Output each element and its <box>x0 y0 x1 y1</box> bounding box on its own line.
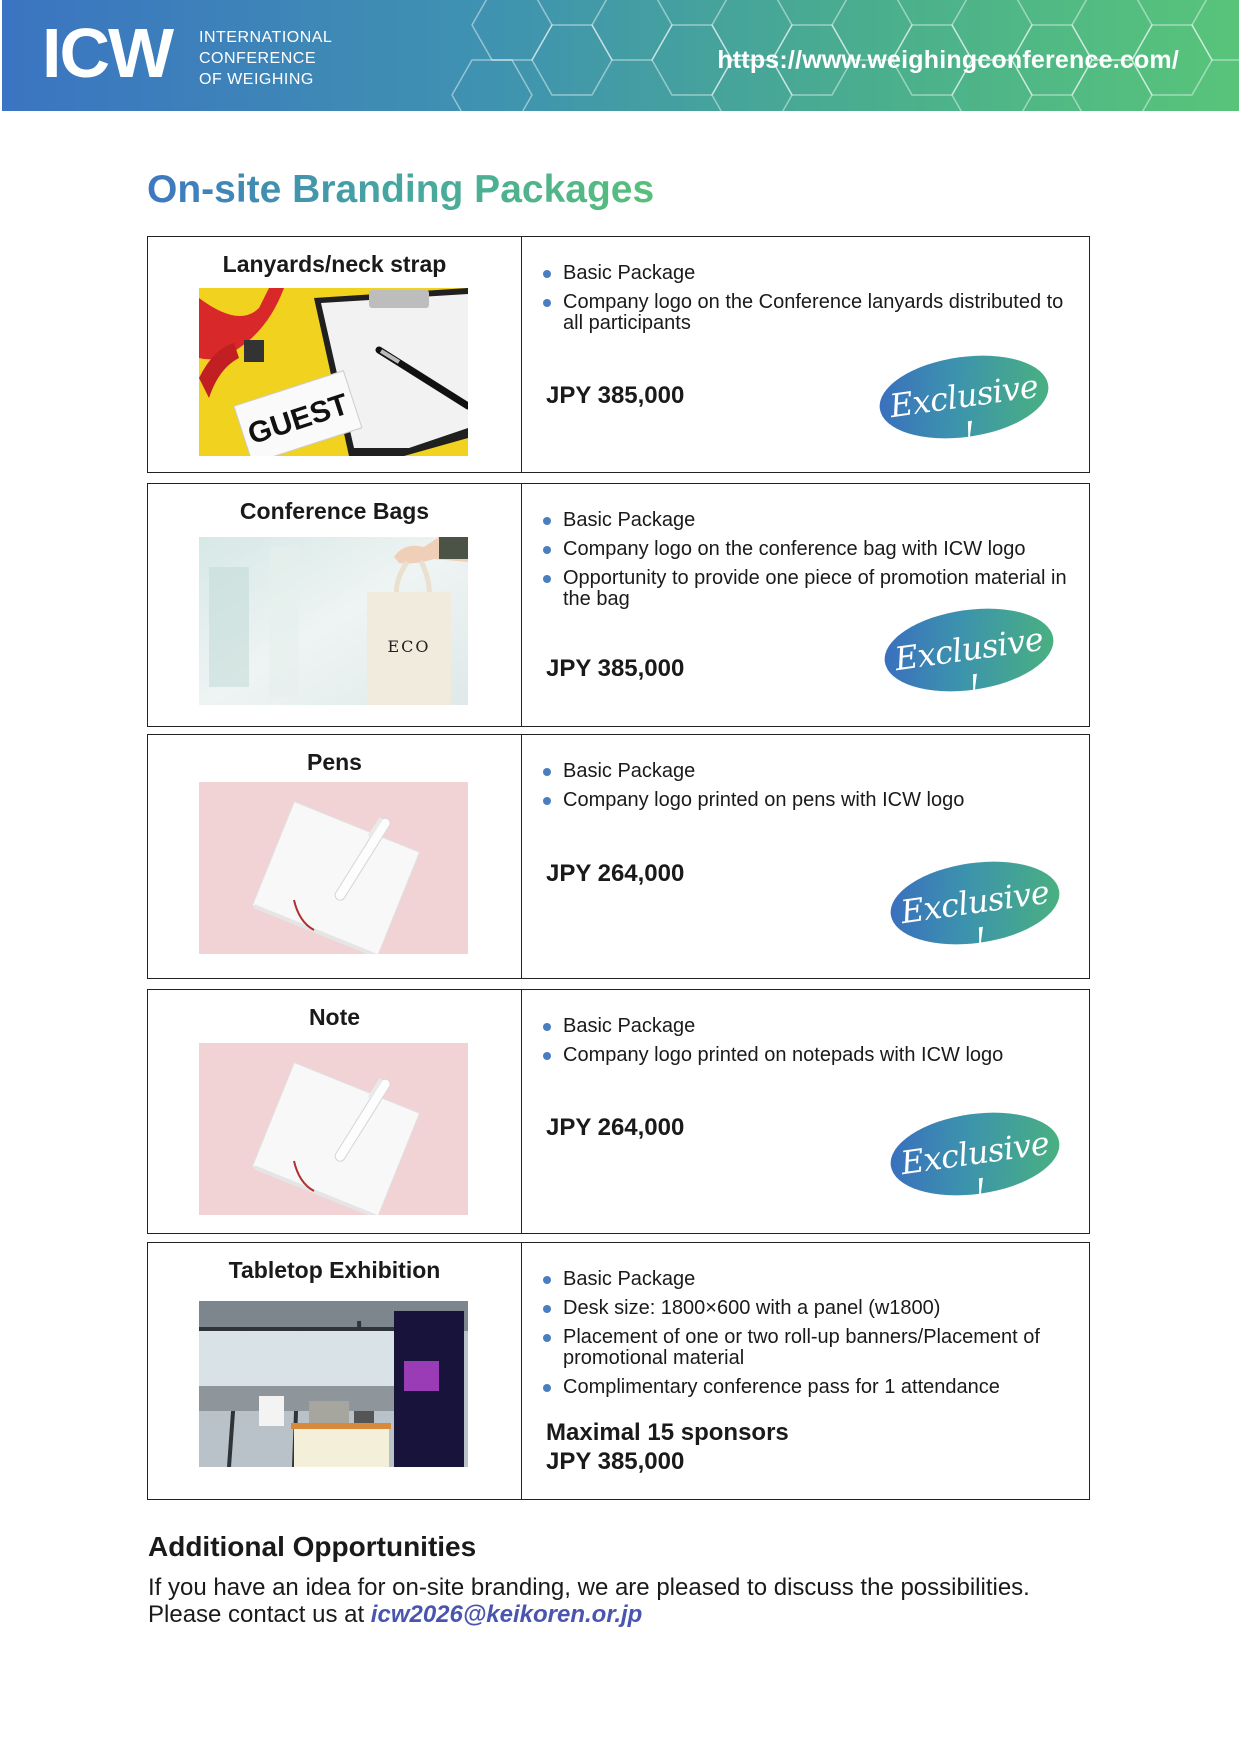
feature-item: Complimentary conference pass for 1 attendance <box>541 1377 1071 1398</box>
feature-item: Opportunity to provide one piece of promotion material in the bag <box>541 568 1071 610</box>
feature-item: Company logo printed on notepads with ICW logo <box>541 1045 1071 1066</box>
pen-image <box>199 782 468 954</box>
exclusive-badge <box>874 346 1053 454</box>
package-left-cell <box>148 990 522 1233</box>
package-left-cell <box>148 237 522 472</box>
feature-item: Company logo on the Conference lanyards distributed to all participants <box>541 292 1071 334</box>
additional-line-1: If you have an idea for on-site branding, we are pleased to discuss the possibilities. <box>148 1574 1030 1601</box>
contact-email-link[interactable]: icw2026@keikoren.or.jp <box>370 1601 643 1628</box>
lanyard-image <box>199 288 468 456</box>
logo-line: OF WEIGHING <box>199 71 314 88</box>
package-price: JPY 264,000 <box>546 1114 685 1141</box>
package-right-cell <box>521 1243 1089 1499</box>
package-name: Conference Bags <box>239 498 430 524</box>
package-right-cell <box>521 990 1089 1233</box>
logo-line: INTERNATIONAL <box>199 29 333 46</box>
exclusive-badge-text: Exclusive ! <box>887 366 1041 454</box>
feature-item: Basic Package <box>541 1016 1071 1037</box>
website-link[interactable]: https://www.weighingconference.com/ <box>717 46 1179 74</box>
package-name: Tabletop Exhibition <box>228 1257 441 1283</box>
logo-line: CONFERENCE <box>199 50 317 67</box>
contact-prefix: Please contact us at <box>148 1601 371 1628</box>
exhibition-image <box>199 1301 468 1467</box>
package-price: JPY 385,000 <box>546 1448 685 1475</box>
package-note <box>147 989 1090 1234</box>
package-tabletop-exhibition <box>147 1242 1090 1500</box>
exclusive-badge <box>885 852 1064 960</box>
notepad-image <box>199 1043 468 1215</box>
exclusive-badge <box>885 1103 1064 1211</box>
feature-item: Basic Package <box>541 263 1071 284</box>
feature-item: Basic Package <box>541 510 1071 531</box>
package-lanyards <box>147 236 1090 473</box>
feature-item: Placement of one or two roll-up banners/Placement of promotional material <box>541 1327 1071 1369</box>
package-left-cell <box>148 735 522 978</box>
package-name: Pens <box>307 749 362 775</box>
feature-item: Company logo printed on pens with ICW logo <box>541 790 1071 811</box>
additional-text <box>148 1574 1030 1628</box>
package-price: JPY 385,000 <box>546 655 685 682</box>
feature-item: Basic Package <box>541 1269 1071 1290</box>
feature-item: Desk size: 1800×600 with a panel (w1800) <box>541 1298 1071 1319</box>
feature-item: Company logo on the conference bag with ICW logo <box>541 539 1071 560</box>
feature-item: Basic Package <box>541 761 1071 782</box>
package-right-cell <box>521 735 1089 978</box>
package-right-cell <box>521 237 1089 472</box>
package-price: JPY 264,000 <box>546 860 685 887</box>
header-banner <box>2 0 1239 111</box>
package-pens <box>147 734 1090 979</box>
package-price: JPY 385,000 <box>546 382 685 409</box>
logo-subtitle <box>199 27 332 90</box>
exclusive-badge-text: Exclusive ! <box>898 872 1052 960</box>
sponsor-limit: Maximal 15 sponsors <box>546 1419 789 1446</box>
additional-title: Additional Opportunities <box>148 1531 477 1562</box>
package-conference-bags <box>147 483 1090 727</box>
package-right-cell <box>521 484 1089 726</box>
icw-logo: ICW <box>42 14 173 92</box>
guest-badge-text: GUEST <box>243 387 353 452</box>
package-left-cell <box>148 1243 522 1499</box>
package-name: Note <box>308 1004 361 1030</box>
eco-bag-text: ECO <box>387 637 431 656</box>
package-name: Lanyards/neck strap <box>222 251 447 277</box>
exclusive-badge-text: Exclusive ! <box>898 1123 1052 1211</box>
exclusive-badge-text: Exclusive ! <box>892 619 1046 707</box>
page-title: On-site Branding Packages <box>147 168 655 211</box>
package-left-cell <box>148 484 522 726</box>
bag-image <box>199 537 468 705</box>
